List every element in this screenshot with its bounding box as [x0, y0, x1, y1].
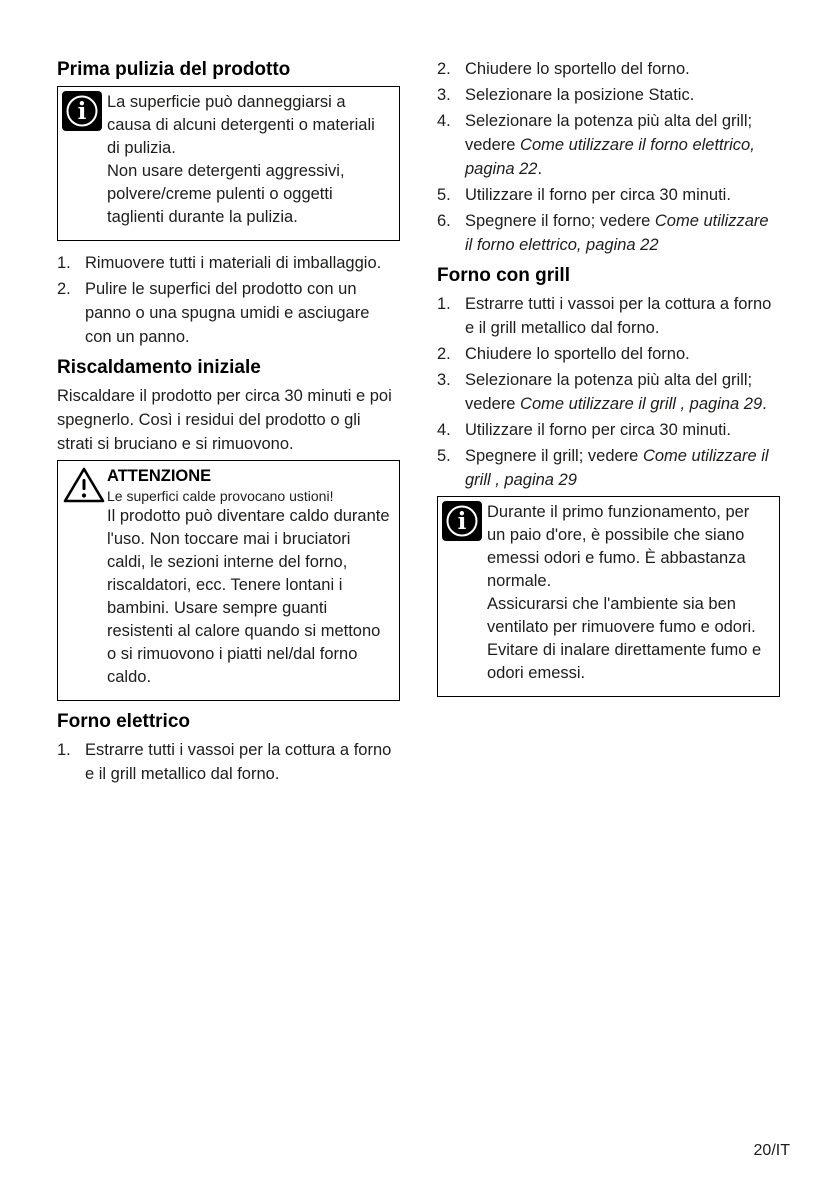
paragraph: Riscaldare il prodotto per circa 30 minuti e poi spegnerlo. Così i residui del prodotto o gli strati si bruciano e si rimuovono.	[57, 387, 392, 453]
warning-box	[57, 460, 400, 701]
list-text-suffix: .	[537, 160, 543, 178]
list-text: Chiudere lo sportello del forno.	[465, 345, 690, 363]
info-icon	[62, 98, 102, 135]
warning-box-text	[107, 464, 396, 697]
list-item	[437, 57, 780, 81]
heading-forno-elettrico: Forno elettrico	[57, 711, 191, 732]
svg-text:i: i	[77, 98, 87, 125]
list-item	[437, 109, 780, 181]
list-text-suffix: .	[762, 395, 767, 413]
paragraph: La superficie può danneggiarsi a causa di alcuni detergenti o materiali di pulizia.	[107, 93, 375, 157]
warning-body: Il prodotto può diventare caldo durante l'uso. Non toccare mai i bruciatori caldi, le sezioni interne del forno, riscaldatori, ecc. Tenere lontani i bambini. Usare sempre guanti resistenti al calore quando si mettono o si rimuovono i piatti nel/dal forno caldo.	[107, 507, 390, 686]
warning-subtitle: Le superfici calde provocano ustioni!	[107, 488, 334, 504]
list-number: 1.	[437, 295, 451, 313]
list-item	[437, 368, 780, 416]
list-item	[57, 277, 400, 349]
cleaning-steps-list	[57, 251, 400, 349]
cross-reference: Come utilizzare il grill , pagina 29	[465, 447, 769, 489]
list-item	[437, 292, 780, 340]
heading-prima-pulizia: Prima pulizia del prodotto	[57, 59, 291, 80]
list-number: 1.	[57, 254, 71, 272]
list-text-plain: Spegnere il forno; vedere	[465, 212, 655, 230]
list-text: Estrarre tutti i vassoi per la cottura a forno e il grill metallico dal forno.	[85, 741, 392, 783]
list-number: 2.	[437, 60, 451, 78]
list-text	[465, 368, 780, 416]
cross-reference: Come utilizzare il grill , pagina 29	[520, 395, 763, 413]
list-text-plain: Selezionare la potenza più alta del grill; vedere	[465, 371, 753, 413]
heading-forno-con-grill: Forno con grill	[437, 265, 570, 286]
info-icon-column	[61, 90, 107, 237]
list-item	[437, 342, 780, 366]
list-text	[465, 209, 780, 257]
grill-steps-list	[437, 292, 780, 492]
list-text: Chiudere lo sportello del forno.	[465, 60, 690, 78]
warning-icon	[62, 492, 106, 509]
list-number: 2.	[437, 345, 451, 363]
list-item	[437, 209, 780, 257]
info-box-smoke	[437, 496, 780, 697]
list-text: Selezionare la posizione Static.	[465, 86, 695, 104]
list-text: Pulire le superfici del prodotto con un panno o una spugna umidi e asciugare con un panno.	[85, 280, 370, 346]
left-column	[57, 57, 400, 790]
list-text	[465, 444, 780, 492]
list-item	[57, 738, 400, 786]
list-number: 2.	[57, 280, 71, 298]
oven-steps-list	[57, 738, 400, 786]
list-number: 5.	[437, 186, 451, 204]
list-item	[437, 83, 780, 107]
cross-reference: Come utilizzare il forno elettrico, pagina 22	[465, 212, 769, 254]
paragraph: Durante il primo funzionamento, per un paio d'ore, è possibile che siano emessi odori e fumo. È abbastanza normale.	[487, 503, 750, 590]
list-item	[57, 251, 400, 275]
page-number: 20/IT	[753, 1142, 790, 1159]
list-item	[437, 418, 780, 442]
content-columns	[57, 57, 780, 790]
list-text	[465, 109, 780, 181]
info-box-cleaning	[57, 86, 400, 241]
list-number: 6.	[437, 212, 451, 230]
list-text: Utilizzare il forno per circa 30 minuti.	[465, 186, 731, 204]
heading-riscaldamento: Riscaldamento iniziale	[57, 357, 261, 378]
list-number: 1.	[57, 741, 71, 759]
list-text: Utilizzare il forno per circa 30 minuti.	[465, 421, 731, 439]
list-number: 4.	[437, 112, 451, 130]
list-number: 3.	[437, 86, 451, 104]
list-text-plain: Spegnere il grill; vedere	[465, 447, 643, 465]
cross-reference: Come utilizzare il forno elettrico, pagina 22	[465, 136, 755, 178]
right-column	[437, 57, 780, 707]
warning-icon-column	[61, 464, 107, 697]
info-box-text	[107, 90, 396, 237]
info-icon	[442, 508, 482, 545]
warning-title: ATTENZIONE	[107, 467, 212, 485]
oven-steps-list-continued	[437, 57, 780, 257]
list-text: Estrarre tutti i vassoi per la cottura a forno e il grill metallico dal forno.	[465, 295, 772, 337]
list-number: 3.	[437, 371, 451, 389]
list-text-plain: Selezionare la potenza più alta del grill; vedere	[465, 112, 753, 154]
list-item	[437, 183, 780, 207]
list-item	[437, 444, 780, 492]
paragraph: Non usare detergenti aggressivi, polvere/creme pulenti o oggetti taglienti durante la pulizia.	[107, 162, 345, 226]
info-icon-column	[441, 500, 487, 693]
info-box-text	[487, 500, 776, 693]
list-text: Rimuovere tutti i materiali di imballaggio.	[85, 254, 382, 272]
paragraph: Assicurarsi che l'ambiente sia ben ventilato per rimuovere fumo e odori. Evitare di inalare direttamente fumo e odori emessi.	[487, 595, 762, 682]
list-number: 4.	[437, 421, 451, 439]
list-number: 5.	[437, 447, 451, 465]
svg-text:i: i	[457, 508, 467, 535]
